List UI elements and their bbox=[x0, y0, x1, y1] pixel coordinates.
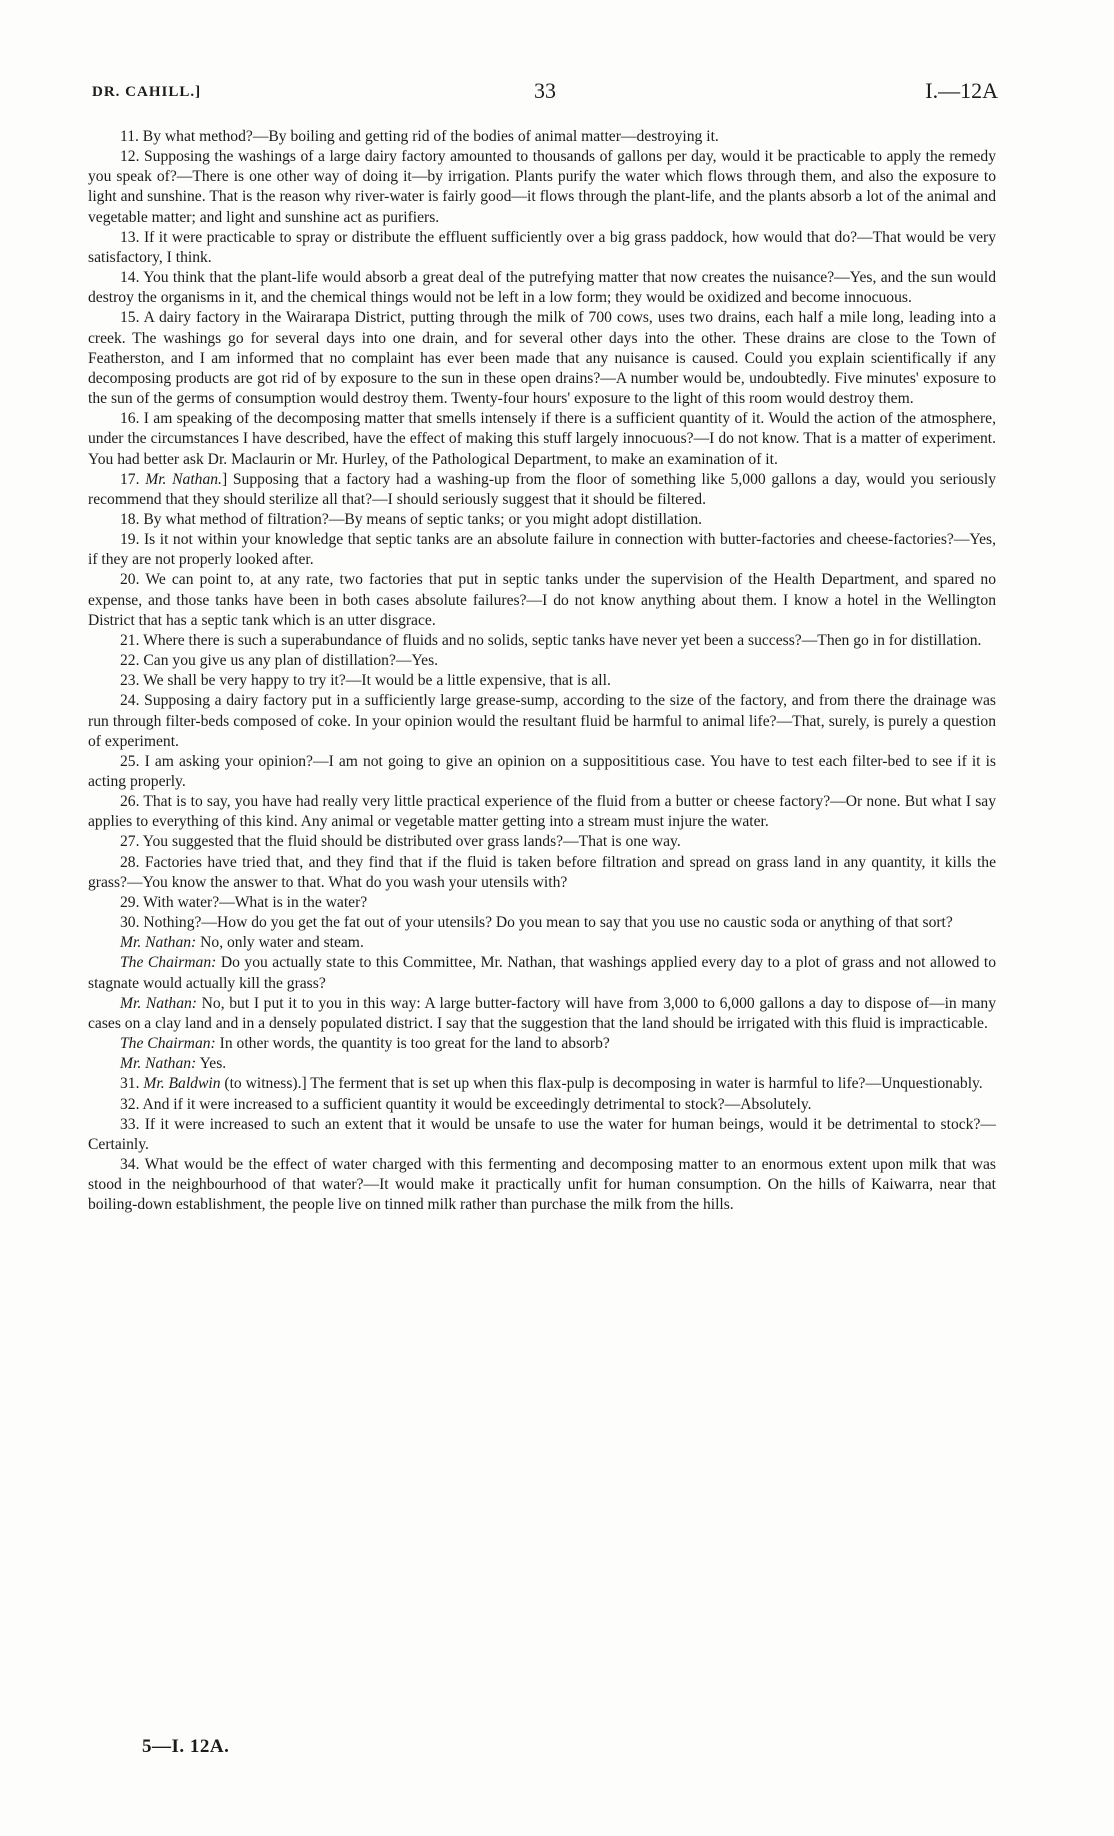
evidence-paragraph bbox=[88, 752, 996, 792]
page-header bbox=[92, 78, 998, 108]
paragraph-text: 12. Supposing the washings of a large dairy factory amounted to thousands of gallons per day, would it be practicable to apply the remedy you speak of?—There is one other way of doing it—by irrigation. Plants purify the water which flows through them, and also the exposure to light and sunshine. That is the reason why river-water is fairly good—it flows through the plant-life, and the plants absorb a lot of the animal and vegetable matter; and light and sunshine act as purifiers. bbox=[88, 148, 996, 226]
paragraph-text: 32. And if it were increased to a sufficient quantity it would be exceedingly detrimental to stock?—Absolutely. bbox=[120, 1095, 812, 1113]
paragraph-text: 19. Is it not within your knowledge that septic tanks are an absolute failure in connection with butter-factories and cheese-factories?—Yes, if they are not properly looked after. bbox=[88, 531, 996, 569]
paragraph-text: 29. With water?—What is in the water? bbox=[120, 893, 368, 911]
paragraph-text: 14. You think that the plant-life would absorb a great deal of the putrefying matter that now creates the nuisance?—Yes, and the sun would destroy the organisms in it, and the chemical things would not be left in a low form; they would be oxidized and become innocuous. bbox=[88, 269, 996, 307]
speaker-label: 31. Mr. Baldwin bbox=[120, 1075, 221, 1093]
evidence-paragraph bbox=[88, 893, 996, 913]
paragraph-text: 11. By what method?—By boiling and getting rid of the bodies of animal matter—destroying it. bbox=[120, 128, 719, 145]
document-body bbox=[88, 127, 996, 1215]
evidence-paragraph bbox=[88, 651, 996, 671]
paragraph-text: Yes. bbox=[196, 1055, 227, 1073]
paragraph-text: 28. Factories have tried that, and they find that if the fluid is taken before filtration and spread on grass land in any quantity, it kills the grass?—You know the answer to that. What do you wash your utensils with? bbox=[88, 853, 996, 891]
evidence-paragraph bbox=[88, 832, 996, 852]
paragraph-text: No, only water and steam. bbox=[196, 934, 364, 952]
speaker-label: Mr. Nathan: bbox=[120, 994, 197, 1012]
evidence-paragraph bbox=[88, 147, 996, 228]
paragraph-text: 22. Can you give us any plan of distillation?—Yes. bbox=[120, 652, 439, 670]
evidence-paragraph bbox=[88, 631, 996, 651]
paragraph-text: 13. If it were practicable to spray or distribute the effluent sufficiently over a big grass paddock, how would that do?—That would be very satisfactory, I think. bbox=[88, 228, 996, 266]
evidence-paragraph bbox=[88, 530, 996, 570]
paragraph-text: 33. If it were increased to such an extent that it would be unsafe to use the water for human beings, would it be detrimental to stock?—Certainly. bbox=[88, 1115, 996, 1153]
evidence-paragraph bbox=[88, 1034, 996, 1054]
evidence-paragraph bbox=[88, 1074, 996, 1094]
evidence-paragraph bbox=[88, 994, 996, 1034]
paragraph-text: Do you actually state to this Committee, Mr. Nathan, that washings applied every day to a plot of grass and not allowed to stagnate would actually kill the grass? bbox=[88, 954, 996, 992]
paragraph-text: 30. Nothing?—How do you get the fat out of your utensils? Do you mean to say that you use no caustic soda or anything of that sort? bbox=[120, 914, 953, 932]
evidence-paragraph bbox=[88, 853, 996, 893]
paragraph-text: 21. Where there is such a superabundance of fluids and no solids, septic tanks have never yet been a success?—Then go in for distillation. bbox=[120, 631, 982, 649]
header-witness-name: DR. CAHILL.] bbox=[92, 84, 202, 100]
signature-mark: 5—I. 12A. bbox=[142, 1736, 230, 1757]
speaker-label: The Chairman: bbox=[120, 1035, 216, 1053]
paragraph-text: 23. We shall be very happy to try it?—It would be a little expensive, that is all. bbox=[120, 672, 611, 690]
evidence-paragraph bbox=[88, 470, 996, 510]
speaker-label: Mr. Nathan: bbox=[120, 934, 197, 952]
document-reference: I.—12A bbox=[925, 78, 998, 103]
evidence-paragraph bbox=[88, 409, 996, 469]
evidence-paragraph bbox=[88, 228, 996, 268]
page-number: 33 bbox=[534, 78, 556, 103]
paragraph-text: 26. That is to say, you have had really very little practical experience of the fluid from a butter or cheese factory?—Or none. But what I say applies to everything of this kind. Any animal or vegetable matter getting into a stream must injure the water. bbox=[88, 793, 996, 831]
paragraph-text: 25. I am asking your opinion?—I am not going to give an opinion on a supposititious case. You have to test each filter-bed to see if it is acting properly. bbox=[88, 752, 996, 790]
evidence-paragraph bbox=[88, 1115, 996, 1155]
paragraph-text: 34. What would be the effect of water charged with this fermenting and decomposing matter to an enormous extent upon milk that was stood in the neighbourhood of that water?—It would make it practically unfit for human consumption. On the hills of Kaiwarra, near that boiling-down establishment, the people live on tinned milk rather than purchase the milk from the hills. bbox=[88, 1155, 996, 1214]
paragraph-text: (to witness).] The ferment that is set up when this flax-pulp is decomposing in water is harmful to life?—Unquestionably. bbox=[220, 1075, 983, 1093]
paragraph-text: 24. Supposing a dairy factory put in a sufficiently large grease-sump, according to the size of the factory, and from there the drainage was run through filter-beds composed of coke. In your opinion would the resultant fluid be harmful to animal life?—That, surely, is purely a question of experiment. bbox=[88, 692, 996, 750]
evidence-paragraph bbox=[88, 933, 996, 953]
evidence-paragraph bbox=[88, 1095, 996, 1115]
evidence-paragraph bbox=[88, 671, 996, 691]
evidence-paragraph bbox=[88, 1054, 996, 1074]
evidence-paragraph bbox=[88, 570, 996, 630]
speaker-label: Mr. Nathan: bbox=[120, 1055, 197, 1073]
evidence-paragraph bbox=[88, 268, 996, 308]
paragraph-text: In other words, the quantity is too great for the land to absorb? bbox=[215, 1035, 610, 1053]
paragraph-text: 15. A dairy factory in the Wairarapa District, putting through the milk of 700 cows, uses two drains, each half a mile long, leading into a creek. The washings go for several days into one drain, and for several other days into the other. These drains are close to the Town of Featherston, and I am informed that no complaint has ever been made that any nuisance is caused. Could you explain scientifically if any decomposing products are got rid of by exposure to the sun in these open drains?—A number would be, undoubtedly. Five minutes' exposure to the sun of the germs of consumption would destroy them. Twenty-four hours' exposure to the light of this room would destroy them. bbox=[88, 309, 996, 408]
paragraph-text: 16. I am speaking of the decomposing matter that smells intensely if there is a sufficient quantity of it. Would the action of the atmosphere, under the circumstances I have described, have the effect of making this stuff largely innocuous?—I do not know. That is a matter of experiment. You had better ask Dr. Maclaurin or Mr. Hurley, of the Pathological Department, to make an examination of it. bbox=[88, 410, 996, 468]
evidence-paragraph bbox=[88, 691, 996, 751]
evidence-paragraph bbox=[88, 308, 996, 409]
evidence-paragraph bbox=[88, 127, 996, 147]
paragraph-text: 27. You suggested that the fluid should be distributed over grass lands?—That is one way. bbox=[120, 833, 681, 851]
evidence-paragraph bbox=[88, 510, 996, 530]
speaker-label: 17. Mr. Nathan.] bbox=[120, 470, 228, 488]
paragraph-text: Supposing that a factory had a washing-up from the floor of something like 5,000 gallons a day, would you seriously recommend that they should sterilize all that?—I should seriously suggest that it should be filtered. bbox=[88, 470, 996, 508]
paragraph-text: No, but I put it to you in this way: A large butter-factory will have from 3,000 to 6,000 gallons a day to dispose of—in many cases on a clay land and in a densely populated district. I say that the suggestion that the land should be irrigated with this fluid is impracticable. bbox=[88, 994, 996, 1032]
evidence-paragraph bbox=[88, 953, 996, 993]
paragraph-text: 18. By what method of filtration?—By means of septic tanks; or you might adopt distillation. bbox=[120, 510, 703, 528]
evidence-paragraph bbox=[88, 913, 996, 933]
evidence-paragraph bbox=[88, 1155, 996, 1215]
speaker-label: The Chairman: bbox=[120, 954, 217, 972]
evidence-paragraph bbox=[88, 792, 996, 832]
paragraph-text: 20. We can point to, at any rate, two factories that put in septic tanks under the supervision of the Health Department, and spared no expense, and those tanks have been in both cases absolute failures?—I do not know anything about them. I know a hotel in the Wellington District that has a septic tank which is an utter disgrace. bbox=[88, 571, 996, 629]
